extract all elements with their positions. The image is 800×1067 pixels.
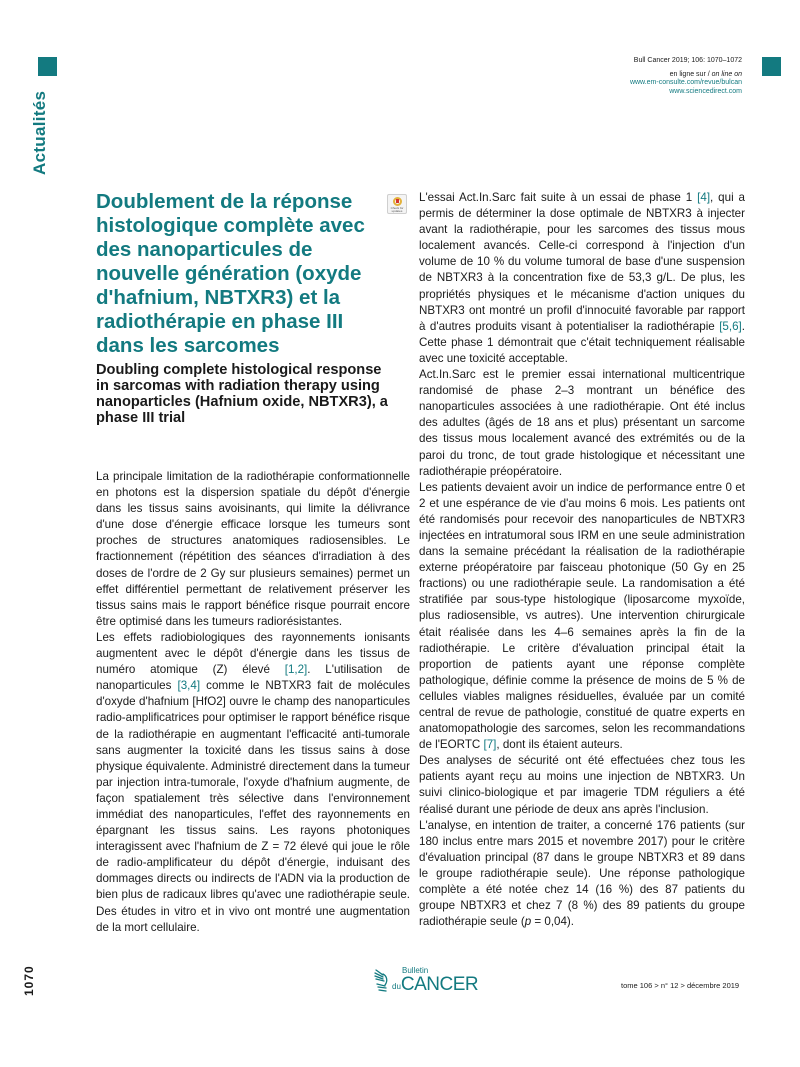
bulletin-du-cancer-logo [373,966,478,994]
check-for-updates-label: Check for updates [390,206,404,213]
online-label-fr: en ligne sur / [669,70,710,78]
reference-link[interactable]: [3,4] [177,679,201,693]
text-segment: . L'utilisation de nanoparticules [96,663,410,693]
text-segment: L'analyse, en intention de traiter, a concerné 176 patients (sur 180 inclus entre mars 2015 et novembre 2017) pour le critère d'évaluation principal (87 dans le groupe NBTXR3 et 89 dans le groupe radiothérapie seule). Une réponse pathologique complète a été notée chez 14 (16 %) des 87 patients du groupe NBTXR3 et chez 7 (8 %) des 89 patients du groupe radiothérapie seule ( [419,818,745,929]
paragraph [419,190,745,367]
logo-bulletin-text: Bulletin [402,966,429,975]
text-segment: = 0,04). [531,915,575,929]
p-value-symbol: p [524,915,532,929]
left-column [96,469,410,936]
reference-link[interactable]: [7] [483,738,497,752]
section-label: Actualités [30,90,49,175]
page-number: 1070 [22,965,36,996]
text-segment: comme le NBTXR3 fait de molécules d'oxyde d'hafnium [HfO2] ouvre le champ des nanoparticules radio-amplificatrices pour optimiser le rapport bénéfice risque de la radiothérapie en augmentant l'efficacité anti-tumorale sans augmenter la toxicité dans les tissus sains à dose physique équivalente. Administré directement dans la tumeur par injection intra-tumorale, l'oxyde d'hafnium augmente, de façon spatialement très sélective dans l'environnement immédiat des nanoparticules, l'effet des rayonnements en épargnant les tissus sains. Les rayons photoniques interagissent avec l'hafnium de Z = 72 élevé qui joue le rôle de radio-amplificateur du dépôt d'énergie, induisant des dommages directs ou indirects de l'ADN via la production de bien plus de radicaux libres qu'avec une radiothérapie seule. Des études in vitro et in vivo ont montré une augmentation de la mort cellulaire. [96,679,410,934]
text-segment: , qui a permis de déterminer la dose optimale de NBTXR3 à injecter avant la radiothérapie, pour les sarcomes des tissus mous localement avancés. Celle-ci correspond à l'injection d'un volume de 10 % du volume tumoral de base d'une suspension de NBTXR3 à la concentration fixe de 53,3 g/L. De plus, les propriétés physiques et le mécanisme d'action uniques du NBTXR3 ont montré un profil d'innocuité favorable par rapport à d'autres produits visant à potentialiser la radiothérapie [419,191,745,333]
check-for-updates-icon [393,197,402,206]
online-label-en: on line on [711,70,742,78]
section-marker-right [762,57,781,76]
reference-link[interactable]: [4] [697,191,711,204]
text-segment: Les effets radiobiologiques des rayonnements ionisants augmentent avec le dépôt d'énergie dans les tissus de numéro atomique (Z) élevé [96,630,410,677]
journal-reference [630,57,742,96]
paragraph [419,480,745,754]
journal-url-sciencedirect[interactable]: www.sciencedirect.com [669,87,742,95]
article-title-en: Doubling complete histological response in sarcomas with radiation therapy using nanoparticles (Hafnium oxide, NBTXR3), a phase III trial [96,362,388,426]
journal-url-em-consulte[interactable]: www.em-consulte.com/revue/bulcan [629,79,742,86]
check-for-updates-button[interactable] [387,194,407,214]
article-title-fr: Doublement de la réponse histologique complète avec des nanoparticules de nouvelle génération (oxyde d'hafnium, NBTXR3) et la radiothérapie en phase III dans les sarcomes [96,190,365,357]
section-marker-left [38,57,57,76]
logo-cancer-text: CANCER [400,974,479,995]
paragraph: La principale limitation de la radiothérapie conformationnelle en photons est la dispersion spatiale du dépôt d'énergie dans les tissus sains avoisinants, qui limite la délivrance d'une dose d'énergie efficace lorsque les tumeurs sont proches de structures anatomiques radiosensibles. Le fractionnement (répétition des séances d'irradiation à des doses de l'ordre de 2 Gy sur plusieurs semaines) permet un effet différentiel permettant de relativement préserver les tissus sains mais le rapport bénéfice risque pourrait encore être optimisé dans les tumeurs radiorésistantes. [96,470,410,628]
paragraph: Act.In.Sarc est le premier essai international multicentrique randomisé de phase 2–3 montrant un bénéfice des nanoparticules associées à une radiothérapie. Ont été inclus des adultes (âgés de 18 ans et plus) présentant un sarcome des tissus mous localement avancé des extrémités ou de la paroi du tronc, de tout grade histologique et nécessitant une radiothérapie préopératoire. [419,368,745,478]
journal-citation: Bull Cancer 2019; 106: 1070–1072 [633,57,742,64]
text-segment: L'essai Act.In.Sarc fait suite à un essai de phase 1 [419,191,698,204]
paragraph [96,630,410,936]
paragraph [419,818,745,931]
text-segment: . Cette phase 1 démontrait que c'était techniquement réalisable avec une toxicité acceptable. [419,319,745,365]
logo-du-text: du [392,982,401,991]
text-segment: Les patients devaient avoir un indice de performance entre 0 et 2 et une espérance de vie d'au moins 6 mois. Les patients ont été randomisés pour recevoir des nanoparticules de NBTXR3 injectées en intratumoral sous IRM en une seule administration dans la semaine précédant la réalisation de la radiothérapie externe préopératoire par faisceau photonique (50 Gy en 25 fractions) ou une radiothérapie seule. La randomisation a été stratifiée par sous-type histologique (liposarcome myxoïde, plus radiosensible, vs autres). Une intervention chirurgicale était réalisée dans les 4–6 semaines après la fin de la radiothérapie. Le critère d'évaluation principal était la proportion de patients ayant une réponse complète pathologique, définie comme la présence de moins de 5 % de cellules viables malignes résiduelles, évaluée par un comité central de revue de pathologie, constitué de quatre experts en anatomopathologie des sarcomes, selon les recommandations de l'EORTC [419,480,745,752]
right-column [419,190,745,930]
reference-link[interactable]: [1,2] [284,663,308,677]
paragraph: Des analyses de sécurité ont été effectuées chez tous les patients ayant reçu au moins une injection de NBTXR3. Un suivi clinico-biologique et par imagerie TDM réguliers a été réalisé durant une période de deux ans après l'inclusion. [419,754,745,816]
reference-link[interactable]: [5,6] [719,319,742,333]
logo-hand-icon [373,966,391,994]
text-segment: , dont ils étaient auteurs. [496,738,623,752]
issue-info: tome 106 > n° 12 > décembre 2019 [621,981,740,990]
